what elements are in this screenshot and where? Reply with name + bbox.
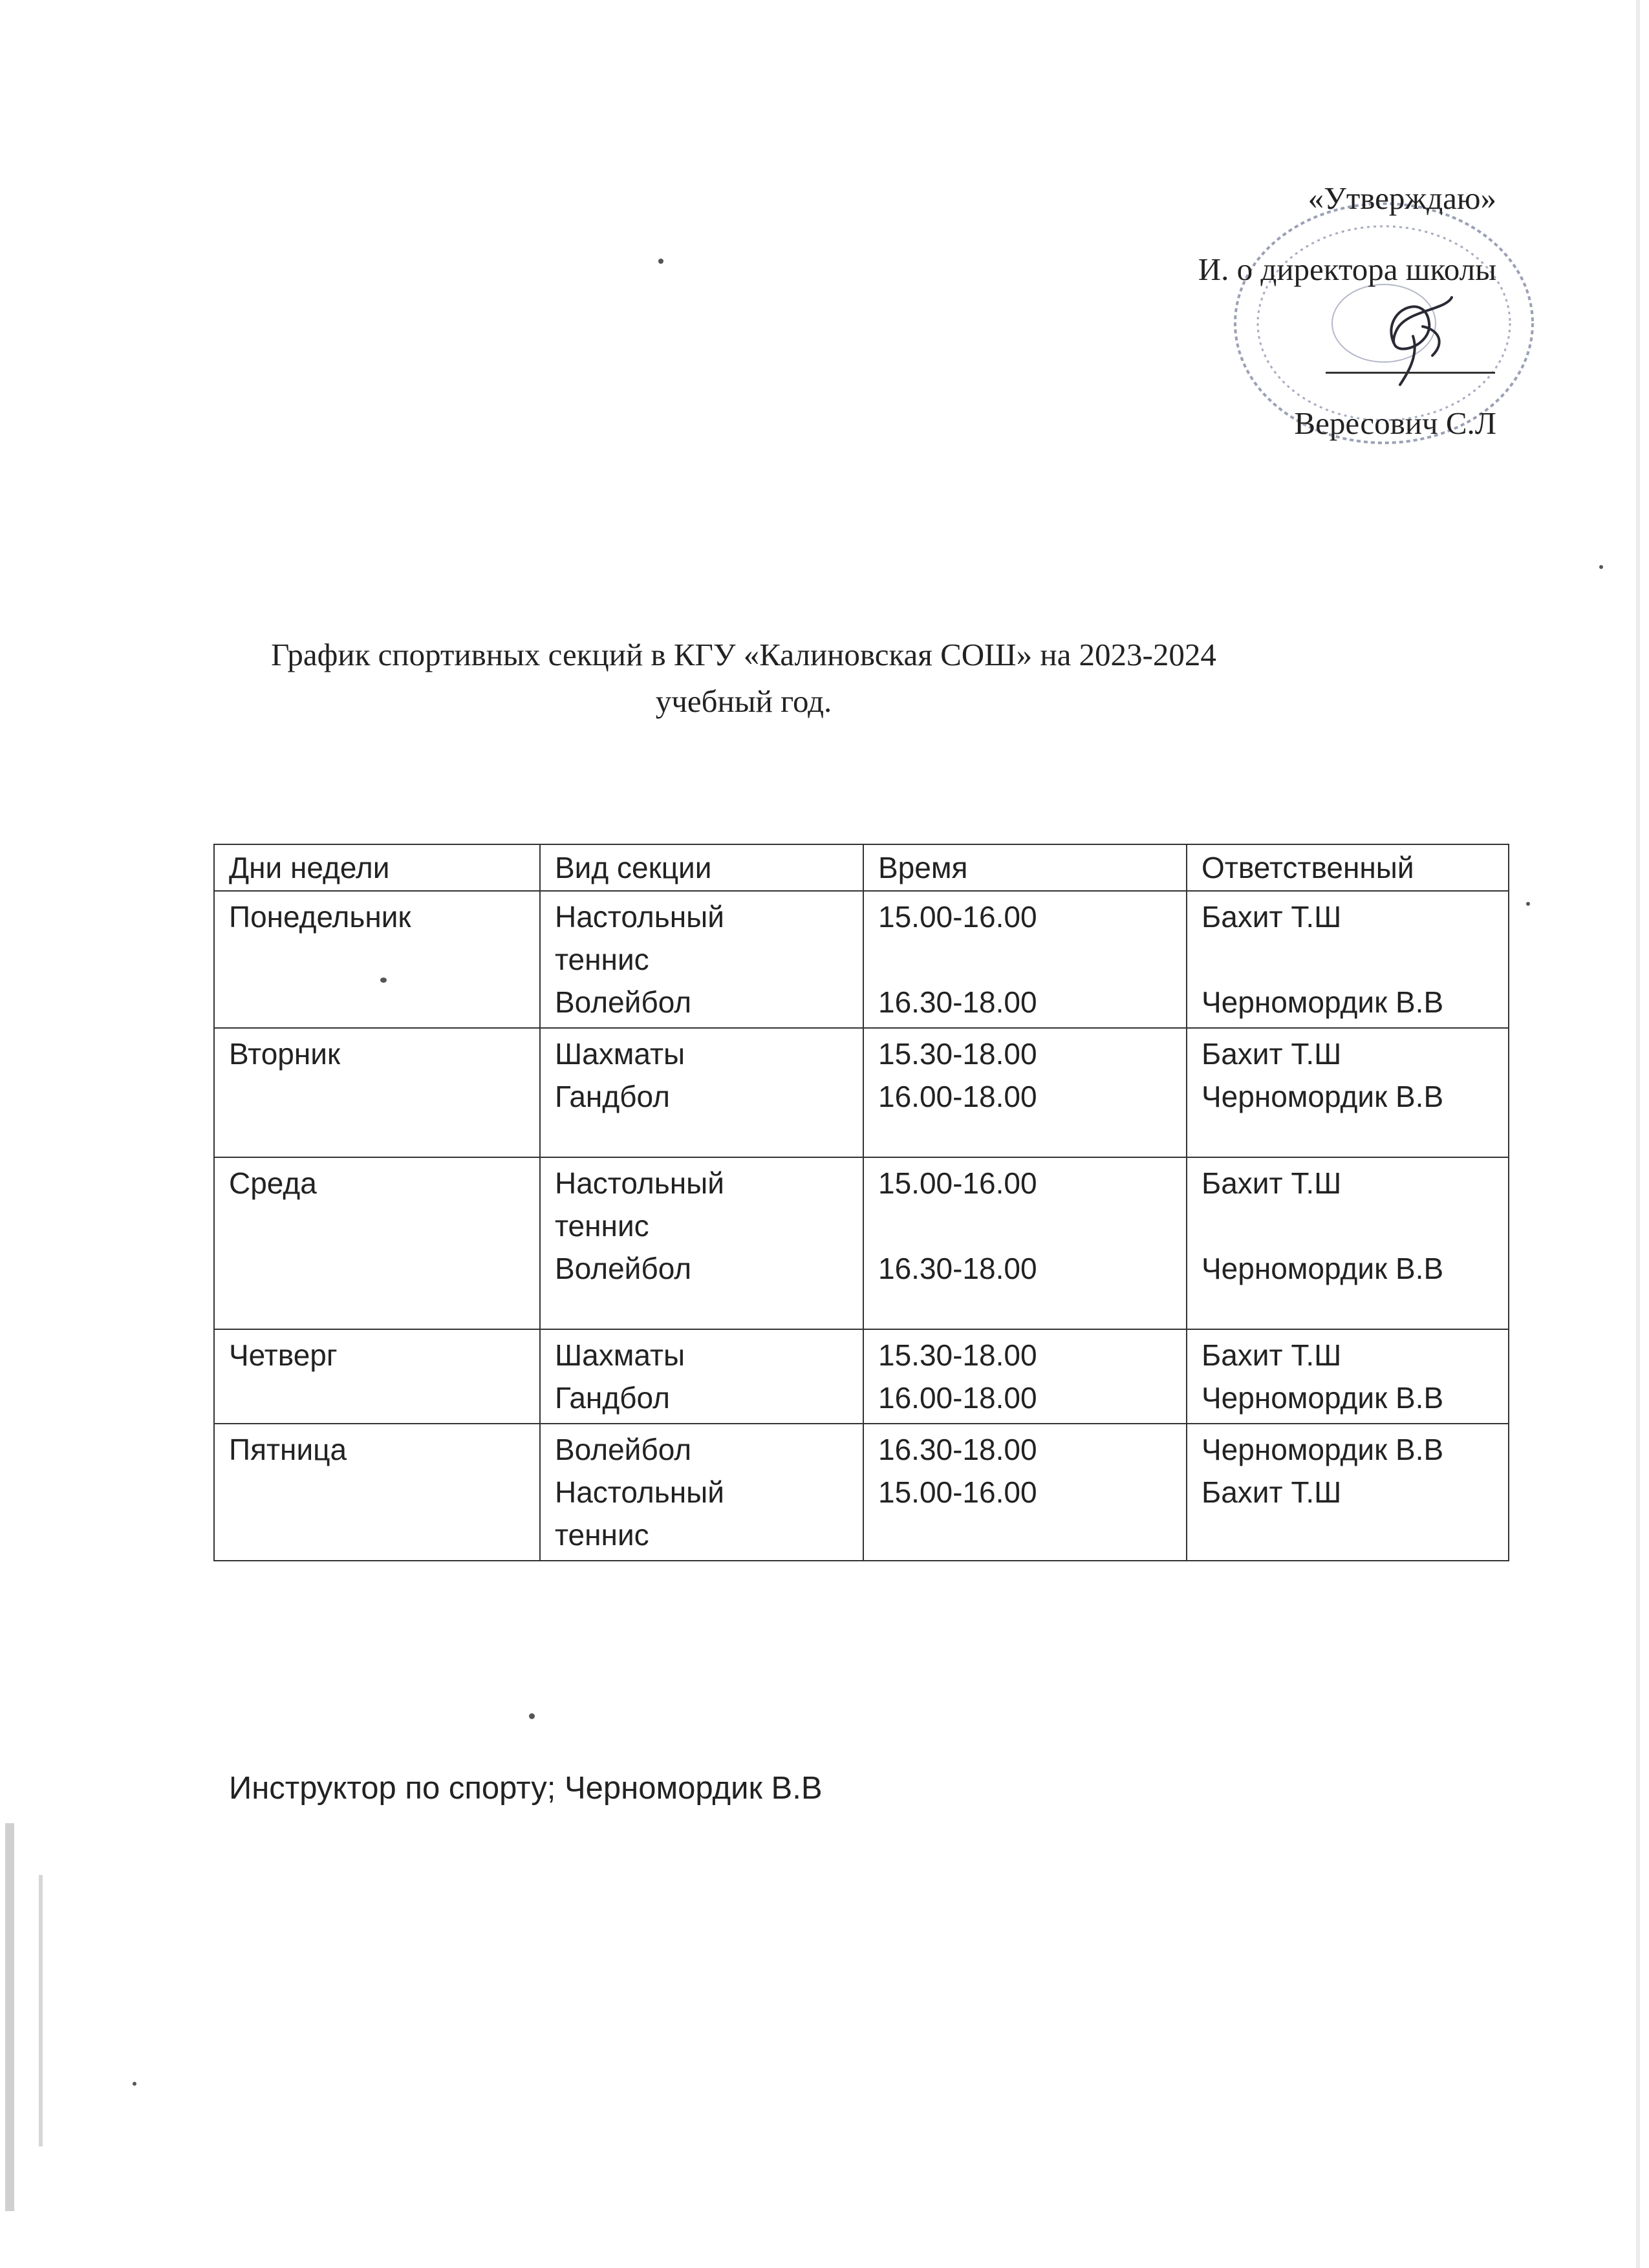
section-line: Шахматы: [555, 1338, 685, 1372]
section-line: теннис: [555, 1518, 649, 1552]
approver-name: Вересович С.Л: [1294, 405, 1496, 441]
time-cell: [863, 1329, 1187, 1424]
section-line: Настольный: [555, 1475, 724, 1509]
approve-heading: «Утверждаю»: [1308, 180, 1496, 216]
instructor-footer: Инструктор по спорту; Черномордик В.В: [229, 1771, 823, 1806]
section-line: Волейбол: [555, 1433, 692, 1466]
scan-speck: [1599, 565, 1603, 569]
responsible-line: Черномордик В.В: [1202, 985, 1444, 1019]
table-row: [214, 1424, 1509, 1561]
responsible-line: Черномордик В.В: [1202, 1080, 1444, 1113]
time-line: 15.30-18.00: [878, 1037, 1037, 1071]
time-line: 16.30-18.00: [878, 985, 1037, 1019]
time-line: 16.00-18.00: [878, 1080, 1037, 1113]
table-row: [214, 1028, 1509, 1157]
document-title-line2: учебный год.: [655, 683, 832, 719]
responsible-line: Черномордик В.В: [1202, 1252, 1444, 1285]
header-responsible: Ответственный: [1187, 844, 1509, 891]
section-cell: [540, 1157, 863, 1329]
spacer: [878, 1204, 1172, 1247]
spacer: [1202, 1204, 1494, 1247]
responsible-cell: [1187, 1157, 1509, 1329]
document-title-line1: График спортивных секций в КГУ «Калиновская СОШ» на 2023-2024: [271, 637, 1216, 672]
signature-line: [1326, 372, 1495, 374]
section-line: Волейбол: [555, 1252, 692, 1285]
responsible-line: Черномордик В.В: [1202, 1381, 1444, 1415]
scan-speck: [529, 1713, 535, 1719]
time-line: 16.00-18.00: [878, 1381, 1037, 1415]
scan-edge-streak: [5, 1823, 14, 2211]
time-line: 15.30-18.00: [878, 1338, 1037, 1372]
scan-edge-streak: [39, 1875, 43, 2146]
section-cell: [540, 1329, 863, 1424]
time-line: 16.30-18.00: [878, 1252, 1037, 1285]
day-cell: Понедельник: [214, 891, 540, 1028]
responsible-cell: [1187, 1424, 1509, 1561]
section-line: Гандбол: [555, 1381, 670, 1415]
time-cell: [863, 1424, 1187, 1561]
scan-speck: [658, 259, 663, 264]
responsible-cell: [1187, 1329, 1509, 1424]
time-line: 15.00-16.00: [878, 1475, 1037, 1509]
responsible-line: Бахит Т.Ш: [1202, 1037, 1342, 1071]
day-cell: Четверг: [214, 1329, 540, 1424]
day-cell: Пятница: [214, 1424, 540, 1561]
scan-speck: [380, 978, 387, 983]
section-line: Шахматы: [555, 1037, 685, 1071]
responsible-line: Бахит Т.Ш: [1202, 900, 1342, 934]
section-line: Настольный: [555, 900, 724, 934]
time-cell: [863, 1157, 1187, 1329]
section-cell: [540, 1028, 863, 1157]
day-cell: Вторник: [214, 1028, 540, 1157]
section-cell: [540, 891, 863, 1028]
scan-edge-streak: [1636, 0, 1640, 2268]
time-cell: [863, 891, 1187, 1028]
header-days: Дни недели: [214, 844, 540, 891]
responsible-line: Черномордик В.В: [1202, 1433, 1444, 1466]
section-line: Гандбол: [555, 1080, 670, 1113]
table-header-row: [214, 844, 1509, 891]
section-cell: [540, 1424, 863, 1561]
section-line: Настольный: [555, 1166, 724, 1200]
time-line: 15.00-16.00: [878, 1166, 1037, 1200]
spacer: [1202, 938, 1494, 981]
section-line: теннис: [555, 1209, 649, 1243]
spacer: [878, 938, 1172, 981]
responsible-cell: [1187, 1028, 1509, 1157]
responsible-line: Бахит Т.Ш: [1202, 1475, 1342, 1509]
header-time: Время: [863, 844, 1187, 891]
scan-speck: [1526, 902, 1530, 906]
responsible-cell: [1187, 891, 1509, 1028]
schedule-table: [213, 844, 1509, 1561]
table-row: [214, 1329, 1509, 1424]
time-cell: [863, 1028, 1187, 1157]
responsible-line: Бахит Т.Ш: [1202, 1166, 1342, 1200]
header-section: Вид секции: [540, 844, 863, 891]
approver-position: И. о директора школы: [1198, 251, 1496, 287]
responsible-line: Бахит Т.Ш: [1202, 1338, 1342, 1372]
time-line: 16.30-18.00: [878, 1433, 1037, 1466]
table-row: [214, 1157, 1509, 1329]
section-line: Волейбол: [555, 985, 692, 1019]
day-cell: Среда: [214, 1157, 540, 1329]
scan-speck: [133, 2082, 136, 2086]
time-line: 15.00-16.00: [878, 900, 1037, 934]
section-line: теннис: [555, 943, 649, 976]
table-row: [214, 891, 1509, 1028]
